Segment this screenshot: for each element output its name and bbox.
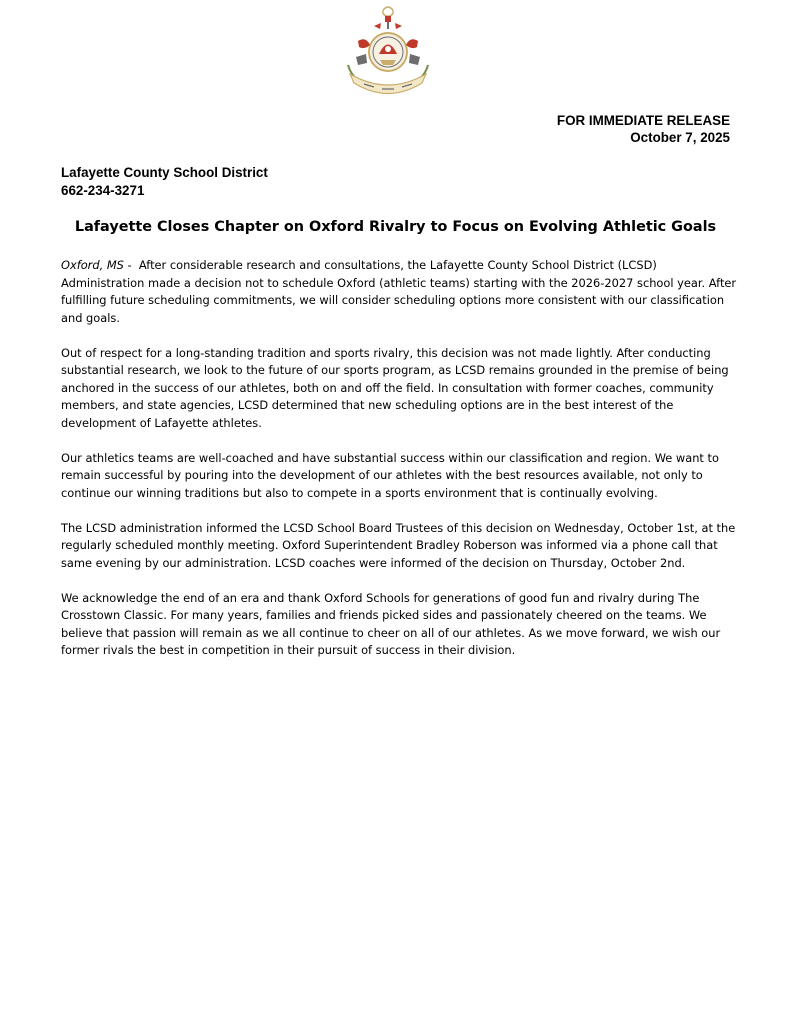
organization-name: Lafayette County School District [61,165,268,180]
school-district-seal-icon [340,5,436,97]
release-label: FOR IMMEDIATE RELEASE [556,113,730,128]
contact-block [61,164,268,199]
paragraph-1 [61,257,737,327]
headline: Lafayette Closes Chapter on Oxford Rivalry to Focus on Evolving Athletic Goals [74,219,717,235]
paragraph-3: Our athletics teams are well-coached and have substantial success within our classification and region. We want to remain successful by pouring into the development of our athletes with the best resources available, not only to continue our winning traditions but also to compete in a sports environment that is continually evolving. [61,450,719,500]
contact-phone: 662-234-3271 [61,182,145,198]
release-date: October 7, 2025 [630,130,730,145]
paragraph-5: We acknowledge the end of an era and thank Oxford Schools for generations of good fun and rivalry during The Crosstown Classic. For many years, families and friends picked sides and passionately cheered on the teams. We believe that passion will remain as we all continue to cheer on all of our athletes. As we move forward, we wish our former rivals the best in competition in their pursuit of success in their division. [61,590,721,657]
paragraph-4: The LCSD administration informed the LCSD School Board Trustees of this decision on Wednesday, October 1st, at the regularly scheduled monthly meeting. Oxford Superintendent Bradley Roberson was informed via a phone call that same evening by our administration. LCSD coaches were informed of the decision on Thursday, October 2nd. [61,520,736,570]
release-block [557,112,730,146]
dateline: Oxford, MS [61,258,124,272]
paragraph-1-text: After considerable research and consultations, the Lafayette County School District (LCSD) Administration made a decision not to schedule Oxford (athletic teams) starting with the 2026-2027 school year. After fulfilling future scheduling commitments, we will consider scheduling options more consistent with our classification and goals. [61,258,737,325]
paragraph-2: Out of respect for a long-standing tradition and sports rivalry, this decision was not made lightly. After conducting substantial research, we look to the future of our sports program, as LCSD remains grounded in the premise of being anchored in the success of our athletes, both on and off the field. In consultation with former coaches, community members, and state agencies, LCSD determined that new scheduling options are in the best interest of the development of Lafayette athletes. [61,345,729,430]
dateline-separator: - [123,258,139,272]
press-release-body [61,257,737,677]
